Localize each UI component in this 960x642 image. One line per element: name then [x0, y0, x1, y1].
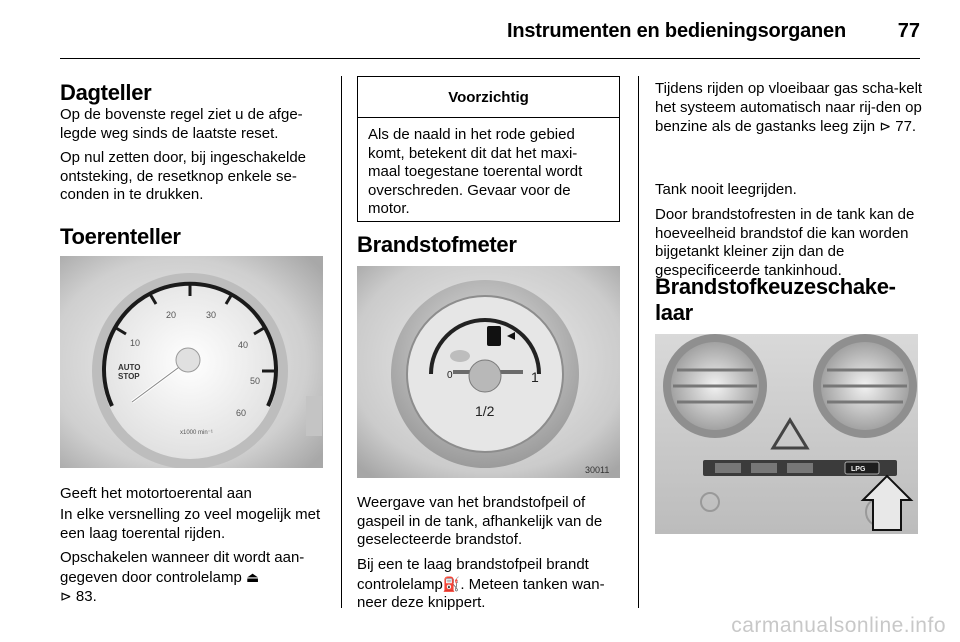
tach-tick-label: 60	[236, 408, 247, 418]
fuel-gauge-image	[357, 266, 620, 478]
tach-tick-label: 40	[238, 340, 249, 350]
column-divider-1	[341, 76, 342, 608]
caution-box	[357, 76, 620, 222]
lpg-text-3: Door brandstofresten in de tank kan de hoeveelheid brandstof die kan worden bijgetankt kleiner zijn dan de gespecificeerde tankinhoud.	[655, 206, 915, 279]
fuel-label-half: 1/2	[475, 403, 495, 419]
lpg-text-2: Tank nooit leegrijden.	[655, 181, 797, 198]
page-header	[60, 0, 920, 59]
tach-tick-label: 10	[130, 338, 141, 348]
heading-brandstofmeter: Brandstofmeter	[357, 232, 517, 257]
brandstofmeter-text-2	[357, 556, 622, 613]
brandstofmeter-text-2-main: Bij een te laag brandstofpeil brandt controlelamp	[357, 556, 589, 593]
tach-tick-label: 30	[206, 310, 217, 320]
toerenteller-text-3	[60, 549, 324, 607]
fuel-pump-icon: ⛽	[442, 575, 461, 592]
fuel-label-full: 1	[531, 369, 539, 385]
toerenteller-page-ref: 83.	[75, 588, 97, 605]
reference-arrow-icon: ⊳	[879, 118, 892, 134]
tach-tick-label: 50	[250, 376, 261, 386]
tach-tick-label: 20	[166, 310, 177, 320]
dagteller-text-2: Op nul zetten door, bij ingeschakelde ontsteking, de resetknop enkele se-conden in te drukken.	[60, 149, 306, 203]
heading-brandstofkeuzeschakelaar: Brandstofkeuzeschake-laar	[655, 274, 896, 325]
brandstofmeter-text-2-end: . Meteen tanken wan-neer deze knippert.	[357, 575, 605, 611]
toerenteller-text-2: In elke versnelling zo veel mogelijk met een laag toerental rijden.	[60, 506, 321, 542]
heading-toerenteller: Toerenteller	[60, 224, 181, 249]
lpg-button-label: LPG	[851, 466, 866, 473]
lpg-page-ref: 77.	[895, 118, 917, 135]
brandstofmeter-text-1: Weergave van het brandstofpeil of gaspeil in de tank, afhankelijk van de geselecteerde brandstof.	[357, 494, 603, 548]
column-divider-2	[638, 76, 639, 608]
toerenteller-text-3-main: Opschakelen wanneer dit wordt aan-gegeven door controlelamp	[60, 549, 305, 586]
autostop-label: AUTO	[118, 363, 141, 372]
autostop-label: STOP	[118, 372, 140, 381]
figure-id: 30011	[585, 465, 610, 475]
caution-text: Als de naald in het rode gebied komt, betekent dit dat het maxi-maal toegestane toerental wordt overschreden. Gevaar voor de motor.	[368, 126, 583, 217]
caution-title: Voorzichtig	[358, 77, 619, 118]
tachometer-image	[60, 256, 323, 468]
header-title: Instrumenten en bedieningsorganen	[507, 20, 846, 42]
lpg-text-1	[655, 80, 923, 137]
reference-arrow-icon: ⊳	[60, 588, 72, 604]
shift-up-icon: ⏏	[245, 568, 260, 585]
heading-dagteller: Dagteller	[60, 80, 152, 105]
page-number: 77	[897, 20, 920, 42]
fuel-label-zero: 0	[447, 370, 453, 381]
watermark: carmanualsonline.info	[731, 614, 946, 637]
toerenteller-text-1: Geeft het motortoerental aan	[60, 485, 252, 502]
tach-units-label: x1000 min⁻¹	[180, 430, 213, 436]
lpg-text-1-main: Tijdens rijden op vloeibaar gas scha-kelt het systeem automatisch naar rij-den op benzine als de gastanks leeg zijn	[655, 80, 923, 135]
dagteller-text-1: Op de bovenste regel ziet u de afge-legde weg sinds de laatste reset.	[60, 106, 303, 142]
fuel-selector-image	[655, 334, 918, 534]
